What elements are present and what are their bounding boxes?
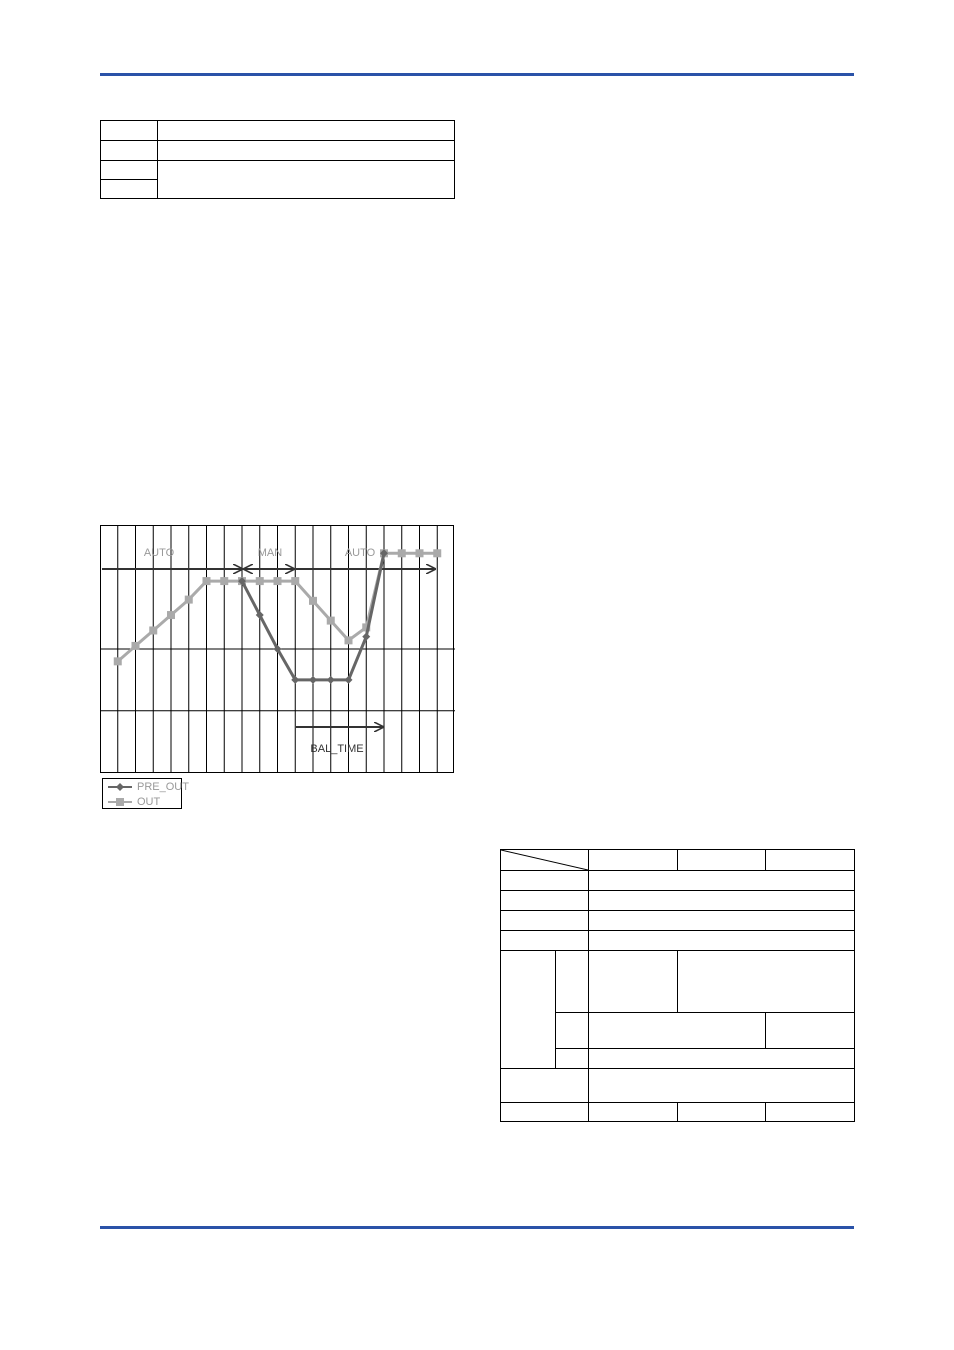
out-series-point — [256, 577, 264, 585]
table-cell — [101, 161, 158, 180]
legend-label-pre-out: PRE_OUT — [137, 781, 189, 793]
out-series-point — [185, 596, 193, 604]
out-series-point — [327, 617, 335, 625]
table-cell — [589, 1049, 855, 1069]
out-series-point — [433, 549, 441, 557]
legend-label-out: OUT — [137, 796, 161, 808]
legend-item-out — [107, 795, 160, 809]
table-cell — [589, 850, 678, 871]
table-cell — [766, 1103, 855, 1122]
table-cell — [678, 850, 766, 871]
out-series-point — [291, 577, 299, 585]
table-cell — [101, 121, 158, 141]
table-cell — [158, 121, 455, 141]
legend-item-pre-out — [107, 780, 189, 794]
out-series-point — [274, 577, 282, 585]
table-cell — [678, 951, 855, 1013]
table-cell — [501, 1069, 589, 1103]
table-cell — [501, 891, 589, 911]
table-cell — [678, 1103, 766, 1122]
table-cell — [101, 141, 158, 161]
table-cell — [501, 951, 556, 1069]
diagonal-line — [501, 850, 588, 870]
out-series-point — [416, 549, 424, 557]
table-cell — [589, 951, 678, 1013]
bottom-table — [500, 849, 855, 1122]
table-cell — [556, 1013, 589, 1049]
out-series-point — [149, 626, 157, 634]
table-cell — [589, 931, 855, 951]
table-cell — [766, 1013, 855, 1049]
table-cell — [589, 891, 855, 911]
out-series-point — [345, 636, 353, 644]
table-cell — [589, 871, 855, 891]
annotation-auto-2: AUTO — [344, 547, 376, 559]
out-series-point — [132, 642, 140, 650]
table-cell — [556, 951, 589, 1013]
table-cell — [101, 180, 158, 199]
table-cell — [589, 1013, 766, 1049]
table-cell — [589, 1103, 678, 1122]
legend-marker-out — [107, 796, 133, 808]
out-series-point — [114, 657, 122, 665]
out-series-point — [309, 597, 317, 605]
out-series-point — [167, 611, 175, 619]
top-table — [100, 120, 455, 199]
table-cell — [556, 1049, 589, 1069]
out-series-point — [220, 577, 228, 585]
footer-rule — [100, 1226, 854, 1229]
diagonal-header-cell — [501, 850, 589, 871]
table-cell — [158, 141, 455, 161]
annotation-auto-1: AUTO — [143, 547, 175, 559]
annotation-man: MAN — [257, 547, 283, 559]
out-series-point — [203, 577, 211, 585]
table-cell — [589, 911, 855, 931]
table-cell — [501, 871, 589, 891]
annotation-bal-time: BAL_TIME — [310, 743, 364, 755]
legend-marker-pre-out — [107, 781, 133, 793]
table-cell — [589, 1069, 855, 1103]
out-series-point — [398, 549, 406, 557]
output-chart — [100, 524, 455, 774]
table-cell — [766, 850, 855, 871]
header-rule — [100, 73, 854, 76]
table-cell — [501, 911, 589, 931]
table-cell — [501, 1103, 589, 1122]
chart-legend — [102, 778, 189, 809]
table-cell — [501, 931, 589, 951]
table-cell — [158, 161, 455, 199]
